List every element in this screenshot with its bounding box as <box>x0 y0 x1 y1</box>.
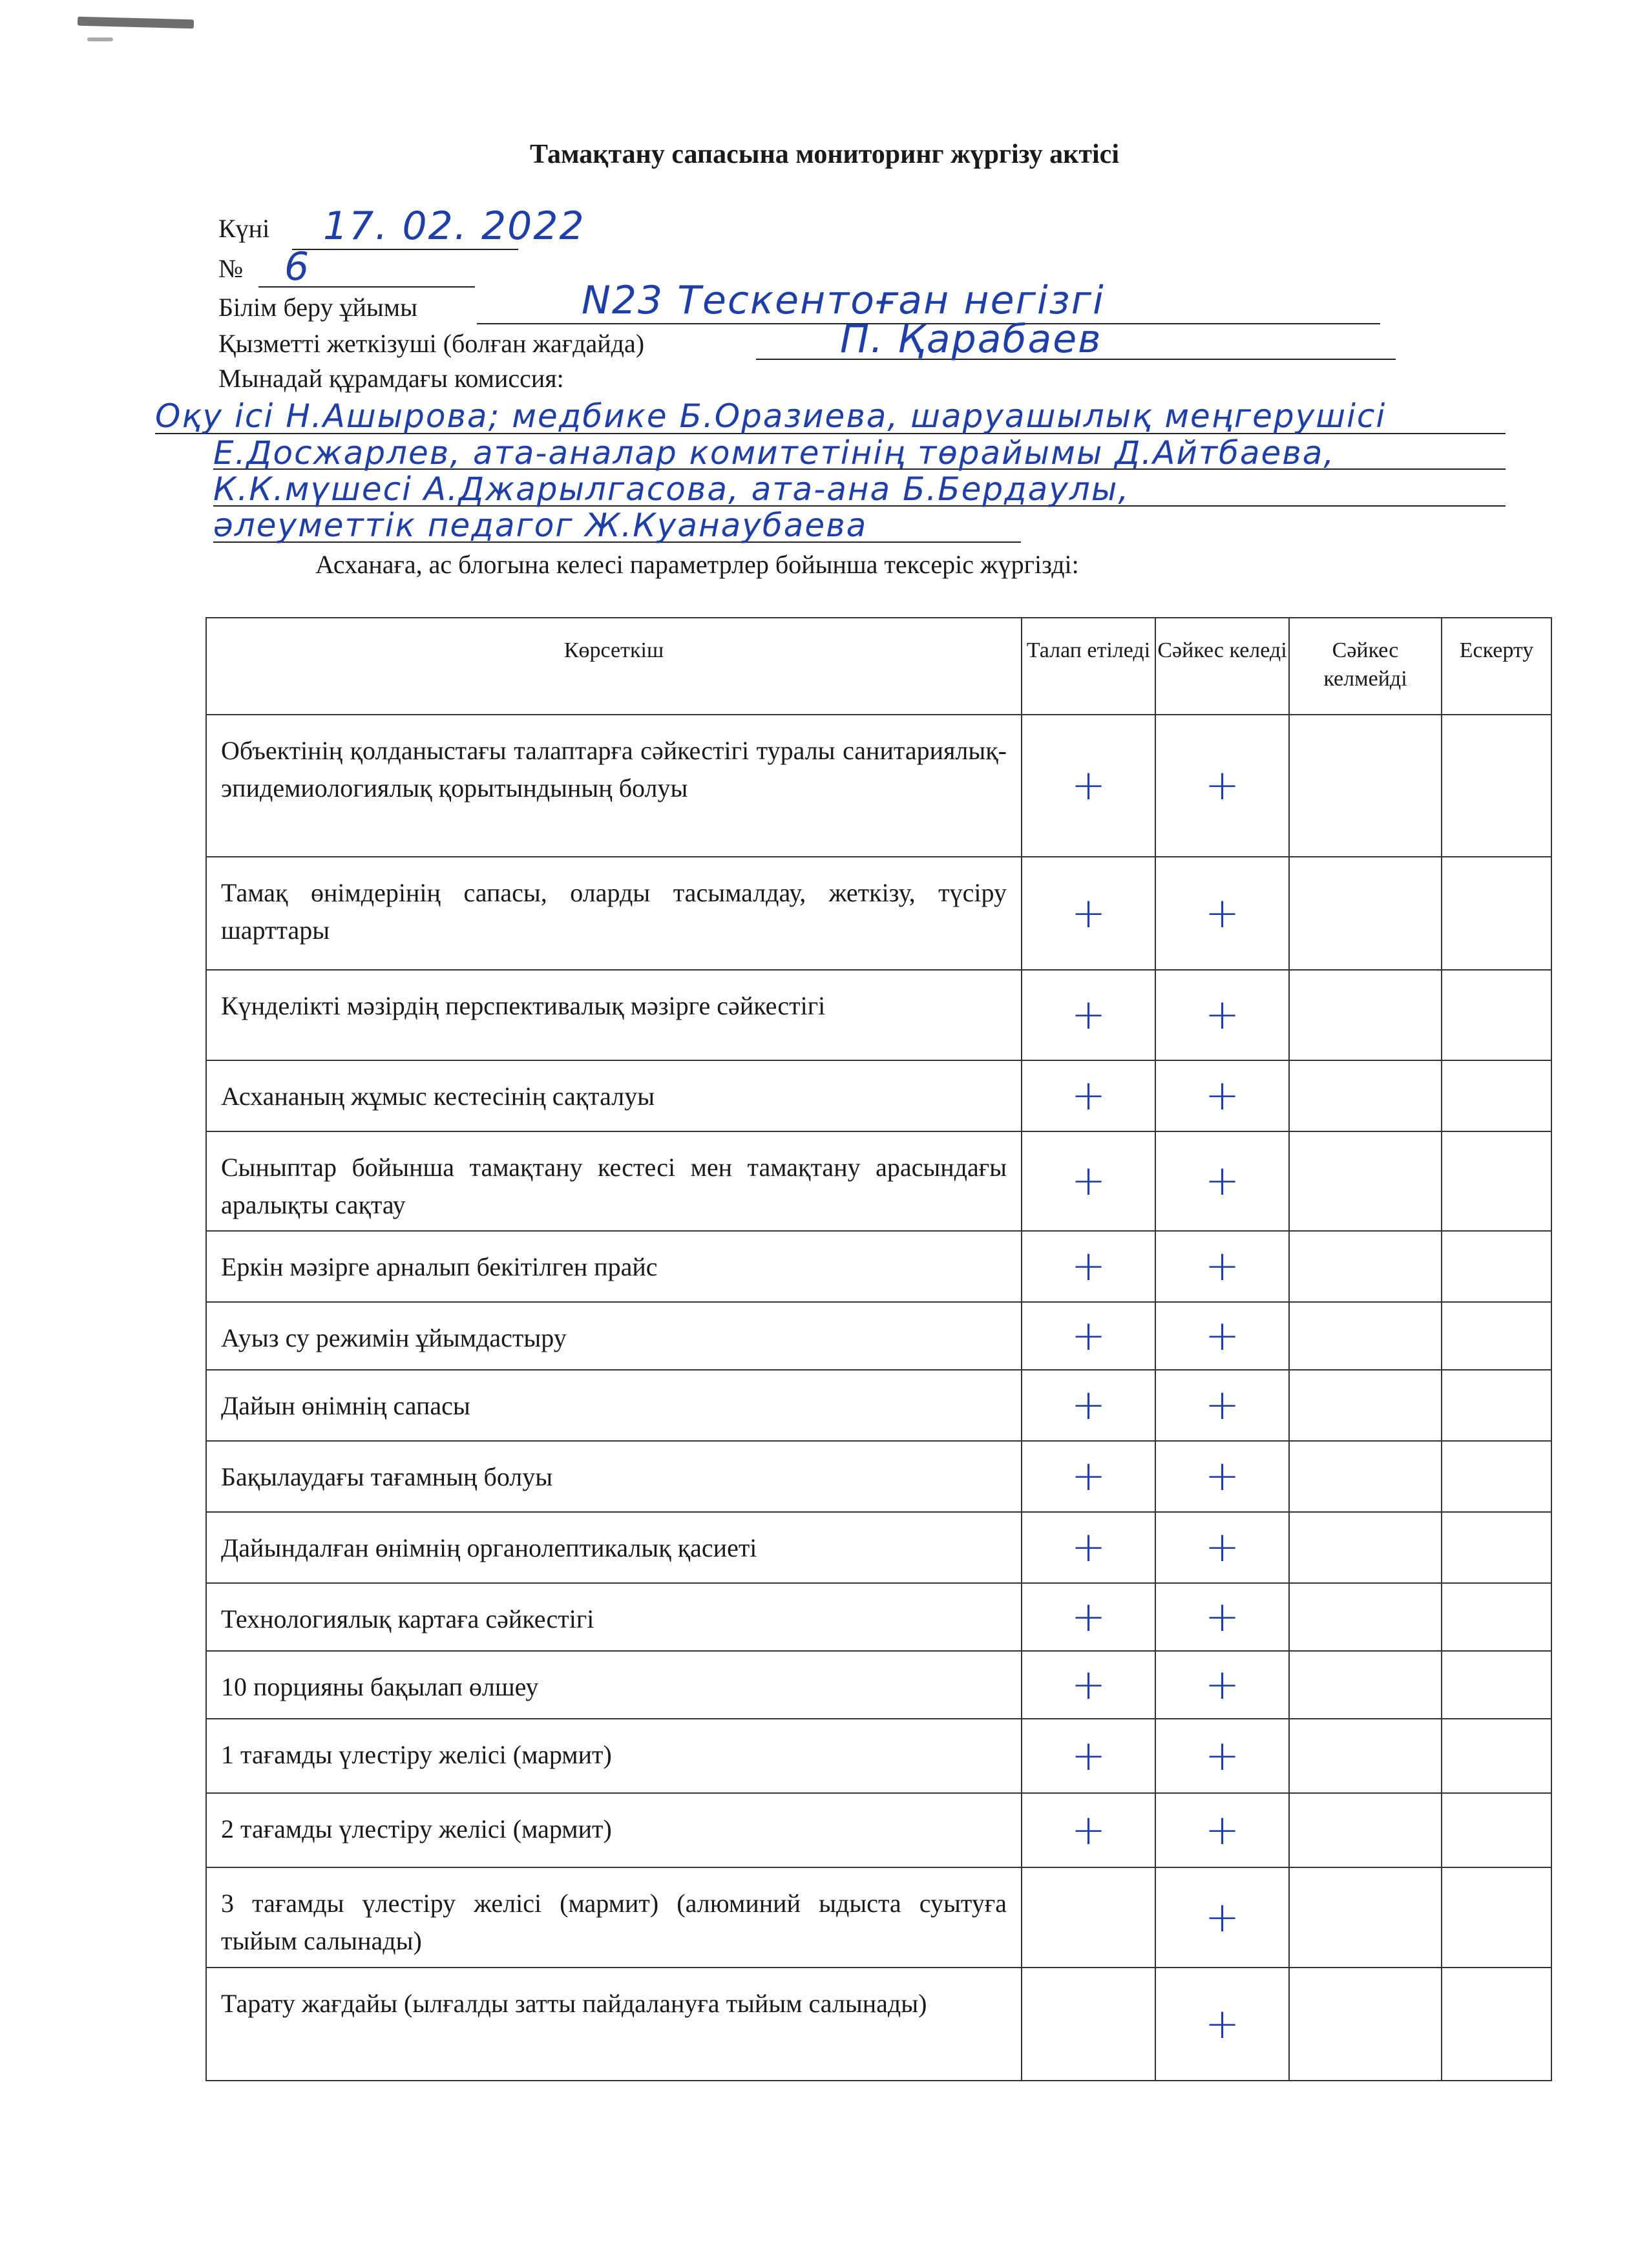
header-note: Ескерту <box>1442 618 1551 715</box>
document-title: Тамақтану сапасына мониторинг жүргізу актісі <box>530 140 1119 169</box>
noncompliant-mark <box>1289 1441 1442 1512</box>
table-row <box>206 1370 1551 1441</box>
required-mark: + <box>1022 715 1155 857</box>
required-mark: + <box>1022 1793 1155 1867</box>
table-row <box>206 1867 1551 1968</box>
row-indicator: Күнделікті мәзірдің перспективалық мәзірге сәйкестігі <box>206 970 1022 1060</box>
row-indicator: 1 тағамды үлестіру желісі (мармит) <box>206 1719 1022 1793</box>
table-row <box>206 970 1551 1060</box>
note-cell <box>1442 1867 1551 1968</box>
compliant-mark: + <box>1155 1651 1289 1719</box>
required-mark: + <box>1022 1651 1155 1719</box>
noncompliant-mark <box>1289 1302 1442 1370</box>
note-cell <box>1442 1793 1551 1867</box>
table-row <box>206 1060 1551 1131</box>
date-value: 17. 02. 2022 <box>323 204 585 249</box>
number-value: 6 <box>284 244 311 289</box>
noncompliant-mark <box>1289 1793 1442 1867</box>
note-cell <box>1442 1302 1551 1370</box>
noncompliant-mark <box>1289 1131 1442 1231</box>
noncompliant-mark <box>1289 1651 1442 1719</box>
required-mark: + <box>1022 1231 1155 1302</box>
required-mark: + <box>1022 1719 1155 1793</box>
compliant-mark: + <box>1155 715 1289 857</box>
required-mark <box>1022 1867 1155 1968</box>
row-indicator: Тамақ өнімдерінің сапасы, оларды тасымалдау, жеткізу, түсіру шарттары <box>206 857 1022 970</box>
number-label: № <box>218 254 244 283</box>
note-cell <box>1442 1583 1551 1651</box>
row-indicator: Объектінің қолданыстағы талаптарға сәйкестігі туралы санитариялық-эпидемиологиялық қорытындының болуы <box>206 715 1022 857</box>
row-indicator: Асхананың жұмыс кестесінің сақталуы <box>206 1060 1022 1131</box>
noncompliant-mark <box>1289 1719 1442 1793</box>
noncompliant-mark <box>1289 715 1442 857</box>
noncompliant-mark <box>1289 970 1442 1060</box>
compliant-mark: + <box>1155 1231 1289 1302</box>
compliant-mark: + <box>1155 1370 1289 1441</box>
commission-label: Мынадай құрамдағы комиссия: <box>218 364 564 393</box>
required-mark: + <box>1022 1060 1155 1131</box>
note-cell <box>1442 970 1551 1060</box>
row-indicator: Ауыз су режимін ұйымдастыру <box>206 1302 1022 1370</box>
required-mark: + <box>1022 1583 1155 1651</box>
table-row <box>206 1441 1551 1512</box>
commission-line-2: Е.Досжарлев, ата-аналар комитетінің төрайымы Д.Айтбаева, <box>213 434 1336 472</box>
compliant-mark: + <box>1155 1131 1289 1231</box>
required-mark: + <box>1022 1370 1155 1441</box>
compliant-mark: + <box>1155 1060 1289 1131</box>
row-indicator: Сыныптар бойынша тамақтану кестесі мен тамақтану арасындағы аралықты сақтау <box>206 1131 1022 1231</box>
row-indicator: Бақылаудағы тағамның болуы <box>206 1441 1022 1512</box>
row-indicator: 2 тағамды үлестіру желісі (мармит) <box>206 1793 1022 1867</box>
noncompliant-mark <box>1289 1512 1442 1583</box>
table-row <box>206 1131 1551 1231</box>
noncompliant-mark <box>1289 1968 1442 2081</box>
compliant-mark: + <box>1155 1512 1289 1583</box>
table-row <box>206 1583 1551 1651</box>
compliant-mark: + <box>1155 1719 1289 1793</box>
table-row <box>206 1512 1551 1583</box>
table-row <box>206 1719 1551 1793</box>
date-underline <box>292 249 518 250</box>
row-indicator: Тарату жағдайы (ылғалды затты пайдалануға тыйым салынады) <box>206 1968 1022 2081</box>
row-indicator: 10 порцияны бақылап өлшеу <box>206 1651 1022 1719</box>
note-cell <box>1442 1131 1551 1231</box>
row-indicator: Дайын өнімнің сапасы <box>206 1370 1022 1441</box>
required-mark <box>1022 1968 1155 2081</box>
commission-line-1: Оқу ісі Н.Ашырова; медбике Б.Оразиева, шаруашылық меңгерушісі <box>155 397 1387 435</box>
note-cell <box>1442 1060 1551 1131</box>
header-noncompliant: Сәйкес келмейді <box>1289 618 1442 715</box>
required-mark: + <box>1022 1512 1155 1583</box>
note-cell <box>1442 1512 1551 1583</box>
note-cell <box>1442 857 1551 970</box>
row-indicator: 3 тағамды үлестіру желісі (мармит) (алюминий ыдыста суытуға тыйым салынады) <box>206 1867 1022 1968</box>
note-cell <box>1442 1441 1551 1512</box>
noncompliant-mark <box>1289 1231 1442 1302</box>
inspection-intro: Асханаға, ас блогына келесі параметрлер бойынша тексеріс жүргізді: <box>315 550 1079 579</box>
required-mark: + <box>1022 1302 1155 1370</box>
table-row <box>206 1302 1551 1370</box>
note-cell <box>1442 1719 1551 1793</box>
header-indicator: Көрсеткіш <box>206 618 1022 715</box>
row-indicator: Технологиялық картаға сәйкестігі <box>206 1583 1022 1651</box>
note-cell <box>1442 1231 1551 1302</box>
required-mark: + <box>1022 857 1155 970</box>
inspection-table <box>205 617 1552 2081</box>
required-mark: + <box>1022 970 1155 1060</box>
note-cell <box>1442 715 1551 857</box>
table-row <box>206 1231 1551 1302</box>
noncompliant-mark <box>1289 1867 1442 1968</box>
supplier-label: Қызметті жеткізуші (болған жағдайда) <box>218 329 645 358</box>
compliant-mark: + <box>1155 1968 1289 2081</box>
org-label: Білім беру ұйымы <box>218 293 417 322</box>
date-label: Күні <box>218 214 270 243</box>
noncompliant-mark <box>1289 1370 1442 1441</box>
table-row <box>206 1793 1551 1867</box>
table-row <box>206 1651 1551 1719</box>
compliant-mark: + <box>1155 1793 1289 1867</box>
required-mark: + <box>1022 1131 1155 1231</box>
note-cell <box>1442 1370 1551 1441</box>
noncompliant-mark <box>1289 1060 1442 1131</box>
row-indicator: Дайындалған өнімнің органолептикалық қасиеті <box>206 1512 1022 1583</box>
table-header-row <box>206 618 1551 715</box>
table-row <box>206 715 1551 857</box>
compliant-mark: + <box>1155 970 1289 1060</box>
commission-line-4: әлеуметтік педагог Ж.Куанаубаева <box>213 507 868 544</box>
commission-line-3: К.К.мүшесі А.Джарылгасова, ата-ана Б.Бердаулы, <box>213 470 1130 508</box>
noncompliant-mark <box>1289 1583 1442 1651</box>
scan-artifact <box>78 17 194 29</box>
compliant-mark: + <box>1155 1583 1289 1651</box>
scan-artifact <box>87 37 113 41</box>
row-indicator: Еркін мәзірге арналып бекітілген прайс <box>206 1231 1022 1302</box>
header-compliant: Сәйкес келеді <box>1155 618 1289 715</box>
required-mark: + <box>1022 1441 1155 1512</box>
compliant-mark: + <box>1155 1441 1289 1512</box>
table-row <box>206 1968 1551 2081</box>
compliant-mark: + <box>1155 857 1289 970</box>
compliant-mark: + <box>1155 1867 1289 1968</box>
org-value: N23 Тескентоған негізгі <box>582 278 1105 323</box>
note-cell <box>1442 1651 1551 1719</box>
supplier-value: П. Қарабаев <box>840 317 1102 362</box>
compliant-mark: + <box>1155 1302 1289 1370</box>
table-row <box>206 857 1551 970</box>
header-required: Талап етіледі <box>1022 618 1155 715</box>
noncompliant-mark <box>1289 857 1442 970</box>
note-cell <box>1442 1968 1551 2081</box>
